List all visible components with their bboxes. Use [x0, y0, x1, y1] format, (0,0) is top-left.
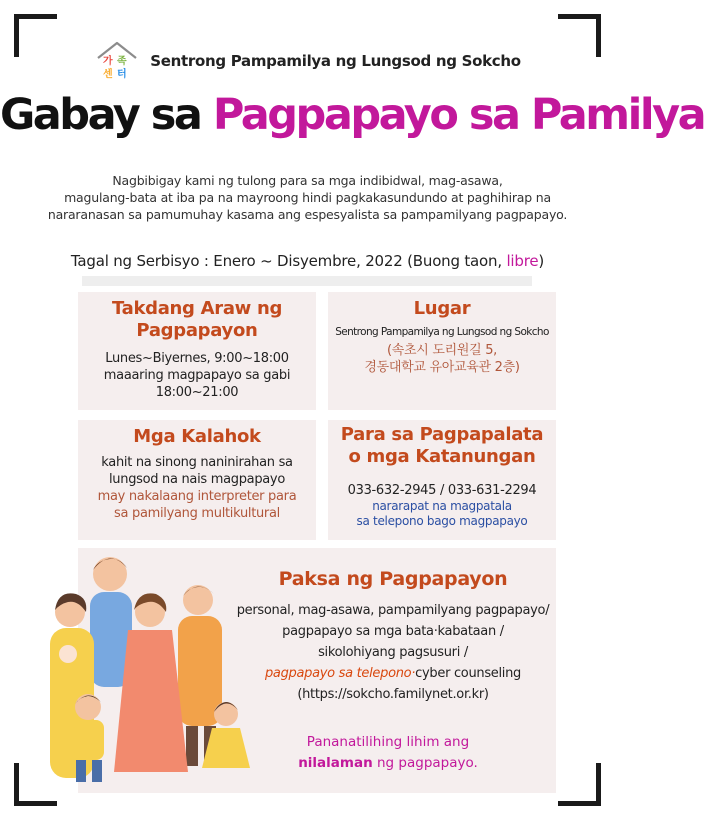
- topics-heading: Paksa ng Pagpapayon: [278, 568, 508, 590]
- location-name: Sentrong Pampamilya ng Lungsod ng Sokcho: [335, 326, 549, 338]
- topics-line-3: sikolohiyang pagsusuri /: [318, 645, 468, 660]
- participants-line-4: sa pamilyang multikultural: [114, 506, 280, 521]
- intro-line-1: Nagbibigay kami ng tulong para sa mga indibidwal, mag-asawa,: [112, 173, 503, 188]
- participants-box: [78, 420, 316, 540]
- svg-text:가: 가: [103, 56, 113, 67]
- header: [0, 40, 615, 82]
- period-close: ): [538, 252, 545, 270]
- schedule-heading-line-2: Pagpapayon: [136, 320, 258, 341]
- participants-line-2: lungsod na nais magpapayo: [109, 472, 285, 487]
- phone-numbers: 033-632-2945 / 033-631-2294: [347, 483, 537, 498]
- confidentiality-note: [258, 732, 518, 774]
- registration-box: [328, 420, 556, 540]
- schedule-heading-line-1: Takdang Araw ng: [111, 298, 283, 319]
- registration-heading-line-2: o mga Katanungan: [348, 446, 536, 467]
- intro-line-2: magulang-bata at iba pa na mayroong hindi pagkakasundundo at paghihirap na: [64, 190, 551, 205]
- location-address-2: 경동대학교 유아교육관 2층): [364, 360, 520, 375]
- registration-heading: [328, 424, 556, 468]
- org-name: Sentrong Pampamilya ng Lungsod ng Sokcho: [150, 52, 521, 70]
- svg-text:터: 터: [117, 69, 127, 80]
- schedule-hours: Lunes~Biyernes, 9:00~18:00: [105, 351, 289, 366]
- confidentiality-line-2: [258, 753, 518, 774]
- family-illustration: [28, 542, 268, 792]
- intro-line-3: nararanasan sa pamumuhay kasama ang espesyalista sa pampamilyang pagpapayo.: [47, 207, 568, 222]
- period-text: Tagal ng Serbisyo : Enero ~ Disyembre, 2022 (Buong taon,: [70, 252, 507, 270]
- title-part-2: Pagpapayo sa Pamilya: [212, 90, 704, 140]
- participants-line-3: may nakalaang interpreter para: [97, 489, 297, 504]
- corner-frame-bottom-right: [558, 763, 601, 806]
- schedule-evening: maaaring magpapayo sa gabi: [103, 368, 291, 383]
- registration-heading-line-1: Para sa Pagpapalata: [340, 424, 544, 445]
- topics-line-1: personal, mag-asawa, pampamilyang pagpapayo/: [236, 603, 550, 618]
- schedule-evening-hours: 18:00~21:00: [155, 385, 239, 400]
- location-address-1: (속초시 도리원길 5,: [386, 343, 498, 358]
- period-free: libre: [506, 252, 539, 270]
- svg-text:족: 족: [117, 56, 127, 67]
- registration-note-2: sa telepono bago magpapayo: [356, 514, 528, 528]
- confidentiality-line-1: Pananatilihing lihim ang: [306, 734, 470, 750]
- participants-line-1: kahit na sinong naninirahan sa: [101, 455, 293, 470]
- topics-line-2: pagpapayo sa mga bata·kabataan /: [282, 624, 504, 639]
- topics-cyber-counseling: cyber counseling: [415, 666, 522, 681]
- topics-phone-counseling: pagpapayo sa telepono·: [264, 666, 416, 681]
- svg-text:센: 센: [103, 69, 113, 80]
- intro-text: [30, 172, 585, 223]
- location-box: [328, 292, 556, 410]
- page-title: [0, 90, 704, 140]
- schedule-box: [78, 292, 316, 410]
- location-heading: Lugar: [413, 298, 471, 319]
- title-part-1: Gabay sa: [0, 90, 213, 140]
- family-center-logo: [94, 40, 140, 82]
- confidentiality-rest: ng pagpapayo.: [372, 755, 478, 771]
- confidentiality-bold: nilalaman: [298, 755, 373, 771]
- schedule-heading: [78, 298, 316, 342]
- period-underline: [82, 276, 532, 286]
- registration-note-1: nararapat na magpatala: [372, 499, 512, 513]
- service-period: [0, 252, 615, 270]
- participants-heading: Mga Kalahok: [133, 426, 261, 447]
- topics-website: (https://sokcho.familynet.or.kr): [297, 687, 489, 702]
